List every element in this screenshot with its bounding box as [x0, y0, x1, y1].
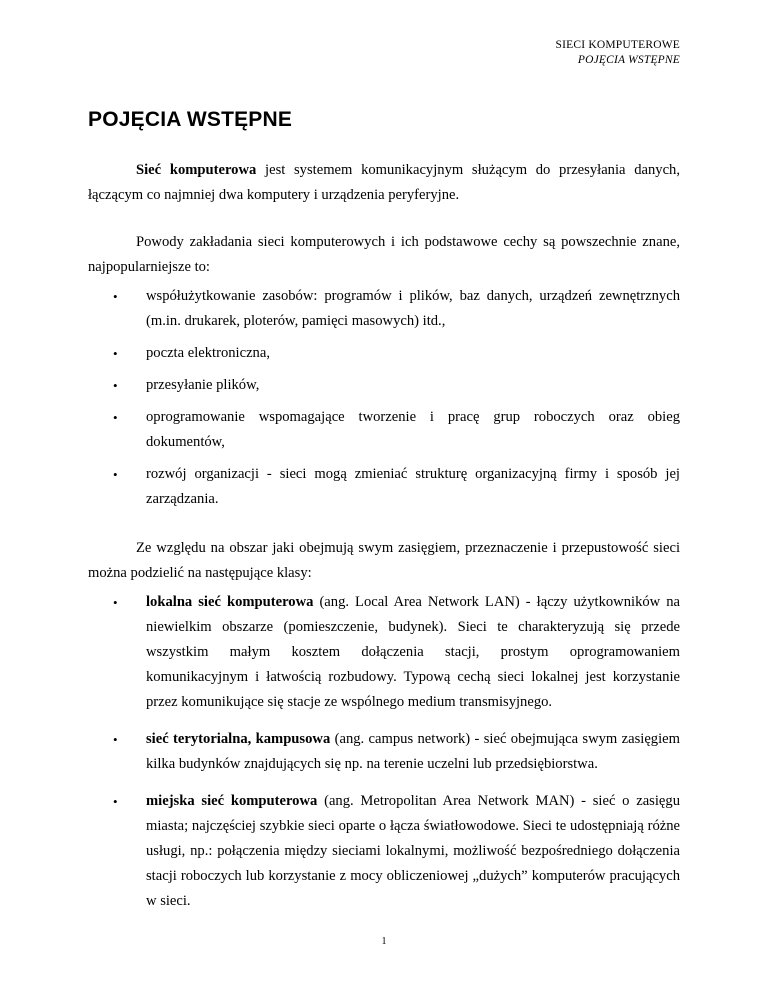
list-item-text: współużytkowanie zasobów: programów i plików, baz danych, urządzeń zewnętrznych (m.in. drukarek, ploterów, pamięci masowych) itd., — [146, 288, 680, 329]
list-item-text: rozwój organizacji - sieci mogą zmieniać strukturę organizacyjną firmy i sposób jej zarządzania. — [146, 466, 680, 507]
list-item — [88, 284, 680, 334]
bullet-icon: • — [113, 794, 118, 809]
bullet-icon: • — [113, 410, 118, 425]
term-siec-komputerowa: Sieć komputerowa — [136, 162, 257, 178]
page-header — [556, 38, 680, 68]
list-item — [88, 341, 680, 366]
list-item — [88, 462, 680, 512]
list-item — [88, 590, 680, 715]
term-campus: sieć terytorialna, kampusowa — [146, 731, 331, 747]
list-item — [88, 789, 680, 914]
bullet-icon: • — [113, 467, 118, 482]
header-line-title: SIECI KOMPUTEROWE — [555, 39, 680, 51]
list-item-text: poczta elektroniczna, — [146, 345, 270, 361]
term-man-description: (ang. Metropolitan Area Network MAN) - sieć o zasięgu miasta; najczęściej szybkie sieci oparte o łącza światłowodowe. Sieci te udostępniają różne usługi, np.: połączenia między sieciami lokalnymi, możliwość bezpośredniego dołączenia stacji roboczych lub korzystanie z mocy obliczeniowej „dużych” komputerów pracujących w sieci. — [146, 793, 680, 909]
bullet-icon: • — [113, 289, 118, 304]
page-number: 1 — [381, 936, 387, 947]
term-man: miejska sieć komputerowa — [146, 793, 318, 809]
list-item — [88, 405, 680, 455]
definition-text: jest systemem komunikacyjnym służącym do przesyłania danych, łączącym co najmniej dwa komputery i urządzenia peryferyjne. — [88, 162, 680, 203]
paragraph-definition — [88, 158, 680, 208]
term-lan: lokalna sieć komputerowa — [146, 594, 314, 610]
bullet-icon: • — [113, 732, 118, 747]
document-body — [88, 158, 680, 926]
reasons-list — [88, 284, 680, 512]
bullet-icon: • — [113, 595, 118, 610]
bullet-icon: • — [113, 378, 118, 393]
list-item — [88, 727, 680, 777]
term-campus-description: (ang. campus network) - sieć obejmująca swym zasięgiem kilka budynków znajdujących się np. na terenie uczelni lub przedsiębiorstwa. — [146, 731, 680, 772]
term-lan-description: (ang. Local Area Network LAN) - łączy użytkowników na niewielkim obszarze (pomieszczenie, budynek). Sieci te charakteryzują się przede wszystkim małym kosztem dołączenia stacji, prostym oprogramowaniem komunikacyjnym i łatwością rozbudowy. Typową cechą sieci lokalnej jest korzystanie przez komunikujące się stacje ze wspólnego medium transmisyjnego. — [146, 594, 680, 710]
header-line-subtitle: POJĘCIA WSTĘPNE — [577, 54, 680, 66]
list-item — [88, 373, 680, 398]
page-title: POJĘCIA WSTĘPNE — [88, 108, 293, 131]
network-classes-list — [88, 590, 680, 914]
bullet-icon: • — [113, 346, 118, 361]
paragraph-reasons: Powody zakładania sieci komputerowych i ich podstawowe cechy są powszechnie znane, najpopularniejsze to: — [88, 234, 680, 275]
list-item-text: przesyłanie plików, — [146, 377, 260, 393]
list-item-text: oprogramowanie wspomagające tworzenie i pracę grup roboczych oraz obieg dokumentów, — [146, 409, 680, 450]
paragraph-classes: Ze względu na obszar jaki obejmują swym zasięgiem, przeznaczenie i przepustowość sieci można podzielić na następujące klasy: — [88, 540, 680, 581]
